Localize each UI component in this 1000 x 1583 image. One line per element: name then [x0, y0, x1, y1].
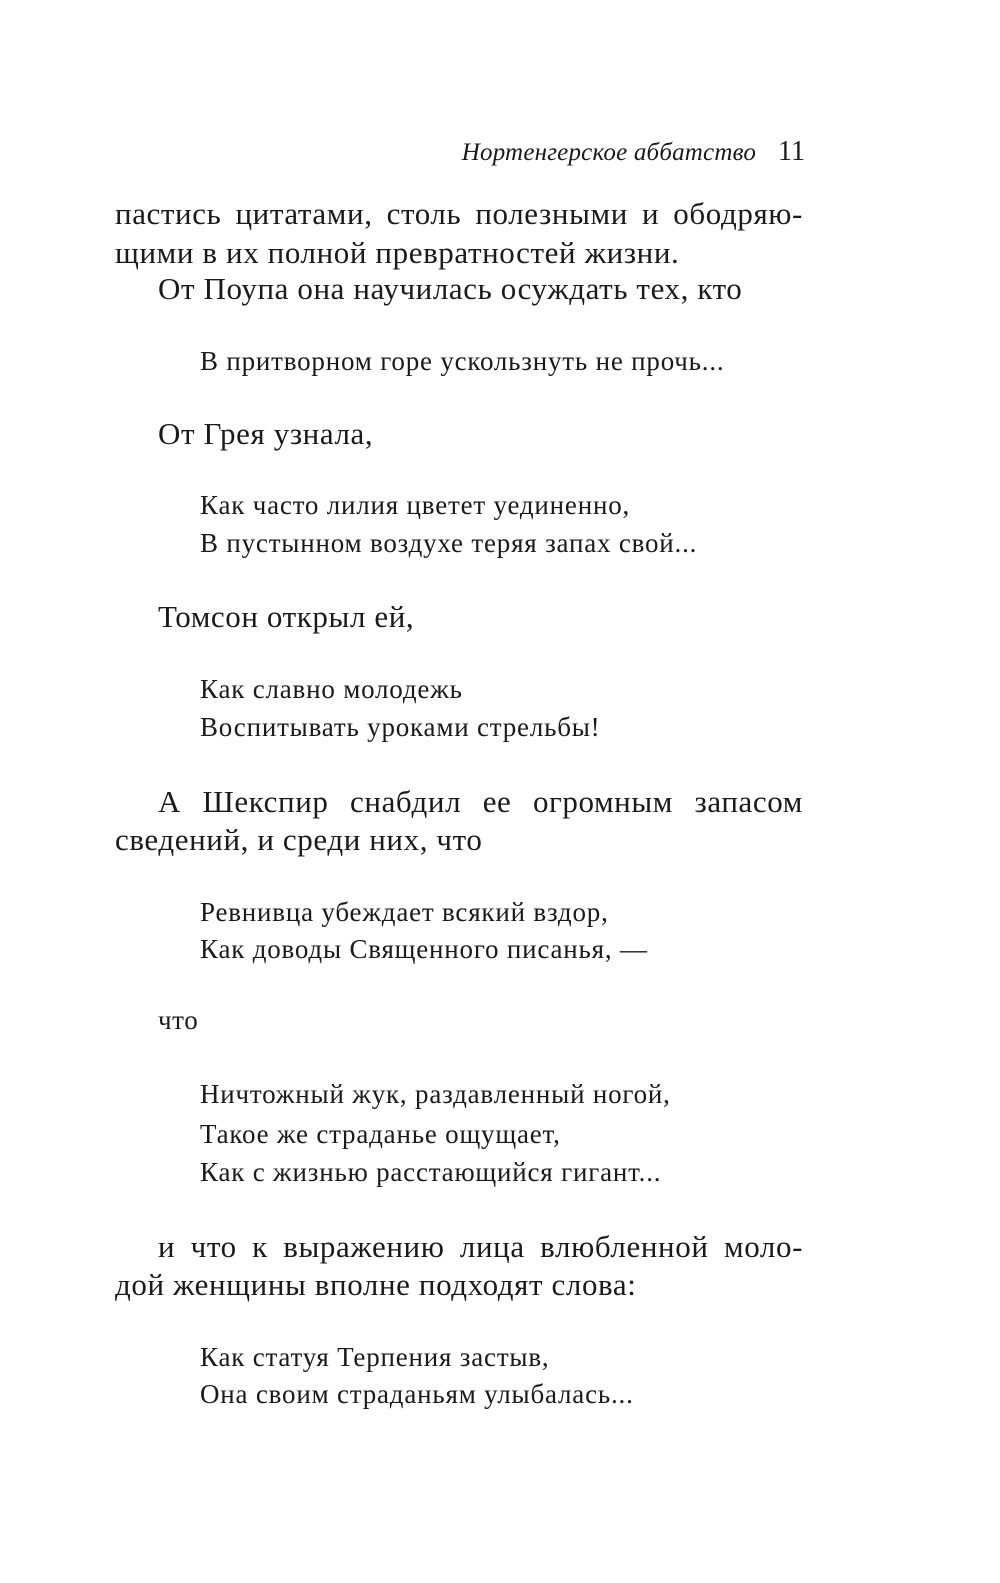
- page-number: 11: [778, 136, 805, 167]
- verse-line: Как статуя Терпения застыв,: [200, 1342, 550, 1372]
- verse-line: Воспитывать уроками стрельбы!: [200, 712, 601, 742]
- verse-line: В пустынном воздухе теряя запах свой...: [200, 528, 698, 558]
- prose-line: что: [158, 1005, 199, 1035]
- verse-line: Она своим страданьям улыбалась...: [200, 1379, 634, 1409]
- running-header: [420, 136, 805, 180]
- prose-line: дой женщины вполне подходят слова:: [115, 1267, 637, 1302]
- prose-line: и что к выражению лица влюбленной моло-: [158, 1229, 803, 1264]
- verse-line: Ревнивца убеждает всякий вздор,: [200, 897, 609, 927]
- running-title: Нортенгерское аббатство: [461, 139, 757, 166]
- prose-line: От Грея узнала,: [158, 416, 374, 451]
- prose-line: сведений, и среди них, что: [115, 822, 483, 857]
- prose-line: Томсон открыл ей,: [158, 599, 415, 634]
- verse-line: Как славно молодежь: [200, 674, 463, 704]
- verse-line: Как с жизнью расстающийся гигант...: [200, 1157, 662, 1187]
- prose-line: щими в их полной превратностей жизни.: [115, 235, 680, 270]
- verse-line: Как доводы Священного писанья, —: [200, 934, 648, 964]
- prose-line: пастись цитатами, столь полезными и ободряю-: [115, 196, 803, 231]
- verse-line: Такое же страданье ощущает,: [200, 1119, 561, 1149]
- verse-line: Как часто лилия цветет уединенно,: [200, 490, 631, 520]
- verse-line: В притворном горе ускользнуть не прочь...: [200, 346, 725, 376]
- verse-line: Ничтожный жук, раздавленный ногой,: [200, 1079, 671, 1109]
- prose-line: А Шекспир снабдил ее огромным запасом: [158, 784, 803, 819]
- prose-line: От Поупа она научилась осуждать тех, кто: [158, 271, 743, 306]
